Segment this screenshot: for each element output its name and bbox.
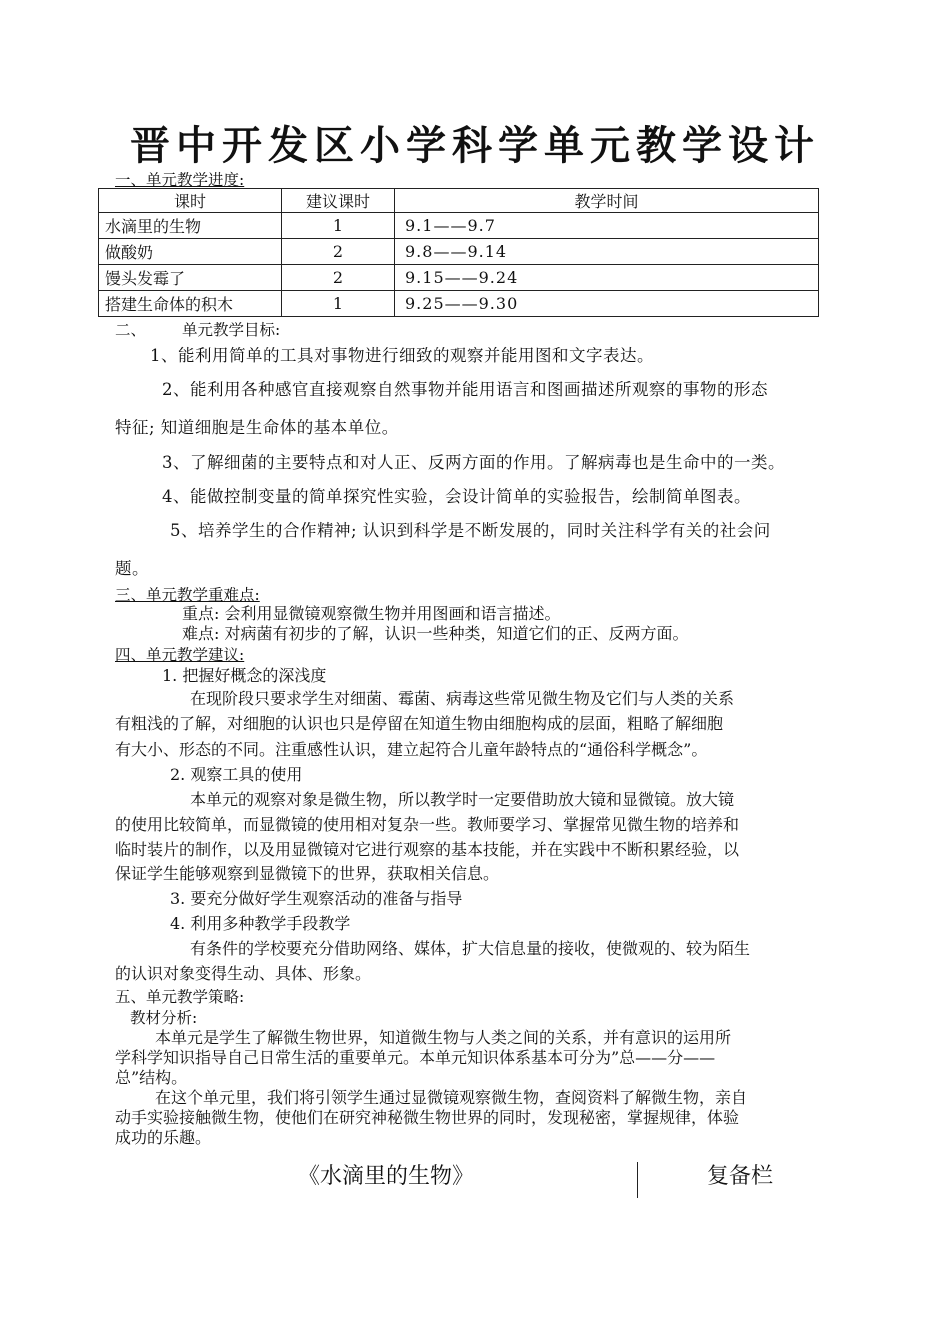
paragraph-line: 有条件的学校要充分借助网络、媒体，扩大信息量的接收，使微观的、较为陌生 <box>190 939 751 958</box>
paragraph-line: 学科学知识指导自己日常生活的重要单元。本单元知识体系基本可分为”总——分—— <box>115 1048 716 1067</box>
table-cell: 馒头发霉了 <box>99 265 282 291</box>
objective-line: 题。 <box>115 559 149 578</box>
paragraph-line: 的认识对象变得生动、具体、形象。 <box>115 964 372 983</box>
objective-line: 2、能利用各种感官直接观察自然事物并能用语言和图画描述所观察的事物的形态 <box>162 380 768 399</box>
table-cell: 1 <box>282 291 395 317</box>
table-row <box>99 213 819 239</box>
table-cell: 9.25——9.30 <box>395 291 819 317</box>
table-cell: 2 <box>282 265 395 291</box>
table-cell: 搭建生命体的积木 <box>99 291 282 317</box>
section5-heading: 五、单元教学策略: <box>115 988 245 1006</box>
paragraph-line: 本单元是学生了解微生物世界，知道微生物与人类之间的关系，并有意识的运用所 <box>155 1028 732 1047</box>
section2-heading: 单元教学目标: <box>182 321 281 339</box>
lesson-title: 《水滴里的生物》 <box>298 1164 475 1189</box>
paragraph-line: 保证学生能够观察到显微镜下的世界，获取相关信息。 <box>115 864 500 883</box>
suggestion-subheading: 2. 观察工具的使用 <box>170 765 303 784</box>
paragraph-line: 总”结构。 <box>115 1068 188 1087</box>
paragraph-line: 有大小、形态的不同。注重感性认识，建立起符合儿童年龄特点的“通俗科学概念”。 <box>115 740 708 759</box>
column-divider <box>637 1162 638 1198</box>
column-header-time: 教学时间 <box>395 189 819 213</box>
table-row <box>99 291 819 317</box>
table-cell: 9.1——9.7 <box>395 213 819 239</box>
paragraph-line: 在现阶段只要求学生对细菌、霉菌、病毒这些常见微生物及它们与人类的关系 <box>190 689 735 708</box>
table-cell: 9.8——9.14 <box>395 239 819 265</box>
paragraph-line: 的使用比较简单，而显微镜的使用相对复杂一些。教师要学习、掌握常见微生物的培养和 <box>115 815 740 834</box>
schedule-table <box>98 188 819 317</box>
table-cell: 2 <box>282 239 395 265</box>
column-header-hours: 建议课时 <box>282 189 395 213</box>
section1-heading: 一、单元教学进度: <box>115 171 245 189</box>
paragraph-line: 本单元的观察对象是微生物，所以教学时一定要借助放大镜和显微镜。放大镜 <box>190 790 735 809</box>
objective-line: 5、培养学生的合作精神; 认识到科学是不断发展的，同时关注科学有关的社会问 <box>170 521 771 540</box>
review-column-label: 复备栏 <box>707 1164 774 1189</box>
key-point: 重点: 会利用显微镜观察微生物并用图画和语言描述。 <box>182 604 561 623</box>
section3-heading: 三、单元教学重难点: <box>115 586 260 604</box>
paragraph-line: 在这个单元里，我们将引领学生通过显微镜观察微生物，查阅资料了解微生物，亲自 <box>155 1088 748 1107</box>
table-cell: 做酸奶 <box>99 239 282 265</box>
suggestion-subheading: 4. 利用多种教学手段教学 <box>170 914 351 933</box>
table-row <box>99 239 819 265</box>
table-cell: 1 <box>282 213 395 239</box>
objective-line: 特征; 知道细胞是生命体的基本单位。 <box>115 418 399 437</box>
difficult-point: 难点: 对病菌有初步的了解，认识一些种类，知道它们的正、反两方面。 <box>182 624 689 643</box>
table-header-row <box>99 189 819 213</box>
objective-line: 3、了解细菌的主要特点和对人正、反两方面的作用。了解病毒也是生命中的一类。 <box>162 453 785 472</box>
column-header-lesson: 课时 <box>99 189 282 213</box>
paragraph-line: 成功的乐趣。 <box>115 1128 212 1147</box>
section2-heading-number: 二、 <box>115 321 147 339</box>
objective-line: 4、能做控制变量的简单探究性实验，会设计简单的实验报告，绘制简单图表。 <box>162 487 751 506</box>
suggestion-subheading: 1. 把握好概念的深浅度 <box>162 666 327 685</box>
suggestion-subheading: 3. 要充分做好学生观察活动的准备与指导 <box>170 889 463 908</box>
paragraph-line: 临时装片的制作，以及用显微镜对它进行观察的基本技能，并在实践中不断积累经验，以 <box>115 840 740 859</box>
table-row <box>99 265 819 291</box>
paragraph-line: 动手实验接触微生物，使他们在研究神秘微生物世界的同时，发现秘密，掌握规律，体验 <box>115 1108 740 1127</box>
table-cell: 水滴里的生物 <box>99 213 282 239</box>
objective-line: 1、能利用简单的工具对事物进行细致的观察并能用图和文字表达。 <box>150 346 654 365</box>
table-cell: 9.15——9.24 <box>395 265 819 291</box>
page-title: 晋中开发区小学科学单元教学设计 <box>130 122 820 169</box>
materials-analysis-label: 教材分析: <box>130 1009 198 1027</box>
paragraph-line: 有粗浅的了解，对细胞的认识也只是停留在知道生物由细胞构成的层面，粗略了解细胞 <box>115 714 724 733</box>
section4-heading: 四、单元教学建议: <box>115 646 245 664</box>
